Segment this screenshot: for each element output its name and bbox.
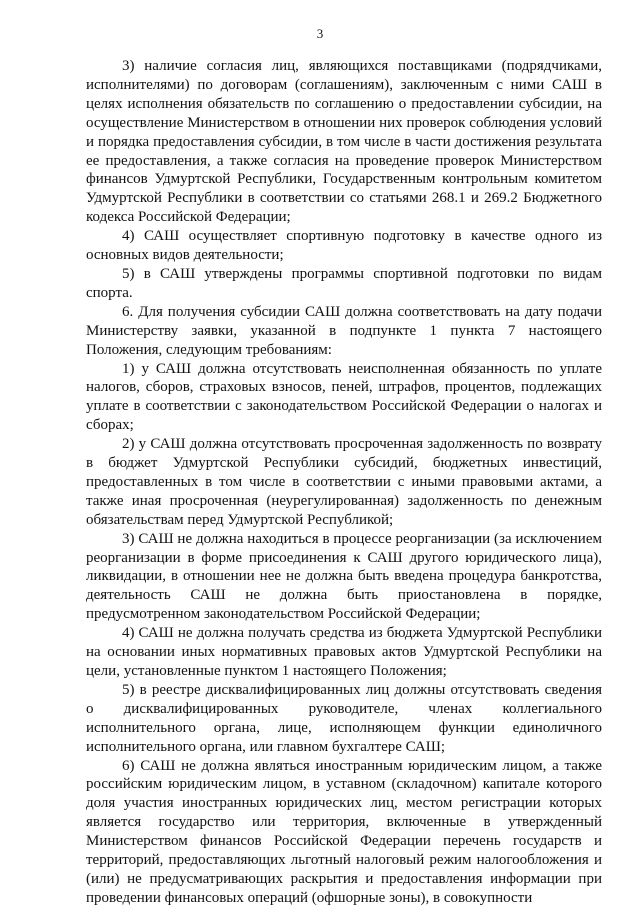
paragraph-requirement-3-reorganization: 3) САШ не должна находиться в процессе реорганизации (за исключением реорганизации в форме присоединения к САШ другого юридического лица), ликвидации, в отношении нее не должна быть введена процедура банкротства, деятельность САШ не должна быть приостановлена в порядке, предусмотренном законодательством Российской Федерации; <box>86 530 602 623</box>
paragraph-section-6-requirements: 6. Для получения субсидии САШ должна соответствовать на дату подачи Министерству заявки, указанной в подпункте 1 пункта 7 настоящего Положения, следующим требованиям: <box>86 303 602 358</box>
page-number: 3 <box>316 26 324 41</box>
paragraph-requirement-1-taxes: 1) у САШ должна отсутствовать неисполненная обязанность по уплате налогов, сборов, страховых взносов, пеней, штрафов, процентов, подлежащих уплате в соответствии с законодательством Российской Федерации о налогах и сборах; <box>86 360 602 434</box>
paragraph-requirement-2-debt: 2) у САШ должна отсутствовать просроченная задолженность по возврату в бюджет Удмуртской Республики субсидий, бюджетных инвестиций, предоставленных в том числе в соответствии с иными правовыми актами, а также иная просроченная (неурегулированная) задолженность по денежным обязательствам перед Удмуртской Республикой; <box>86 436 602 528</box>
document-body <box>86 57 602 908</box>
paragraph-item-4-sport-training: 4) САШ осуществляет спортивную подготовку в качестве одного из основных видов деятельности; <box>86 228 602 264</box>
paragraph-item-3-consent: 3) наличие согласия лиц, являющихся поставщиками (подрядчиками, исполнителями) по договорам (соглашениям), заключенным с ними САШ в целях исполнения обязательств по соглашению о предоставлении субсидии, на осуществление Министерством в отношении них проверок соблюдения условий и порядка предоставления субсидии, в том числе в части достижения результата ее предоставления, а также согласия на проведение проверок Министерством финансов Удмуртской Республики, Государственным контрольным комитетом Удмуртской Республики в соответствии со статьями 268.1 и 269.2 Бюджетного кодекса Российской Федерации; <box>86 58 602 226</box>
paragraph-item-5-programs: 5) в САШ утверждены программы спортивной подготовки по видам спорта. <box>86 265 602 301</box>
paragraph-requirement-4-other-funds: 4) САШ не должна получать средства из бюджета Удмуртской Республики на основании иных нормативных правовых актов Удмуртской Республики на цели, установленные пунктом 1 настоящего Положения; <box>86 625 602 679</box>
paragraph-requirement-6-foreign-entity: 6) САШ не должна являться иностранным юридическим лицом, а также российским юридическим лицом, в уставном (складочном) капитале которого доля участия иностранных юридических лиц, местом регистрации которых является государство или территория, включенные в утвержденный Министерством финансов Российской Федерации перечень государств и территорий, предоставляющих льготный налоговый режим налогообложения и (или) не предусматривающих раскрытия и предоставления информации при проведении финансовых операций (офшорные зоны), в совокупности <box>86 757 602 906</box>
paragraph-requirement-5-disqualified: 5) в реестре дисквалифицированных лиц должны отсутствовать сведения о дисквалифицированных руководителе, членах коллегиального исполнительного органа, лице, исполняющем функции единоличного исполнительного органа, или главном бухгалтере САШ; <box>86 681 602 755</box>
